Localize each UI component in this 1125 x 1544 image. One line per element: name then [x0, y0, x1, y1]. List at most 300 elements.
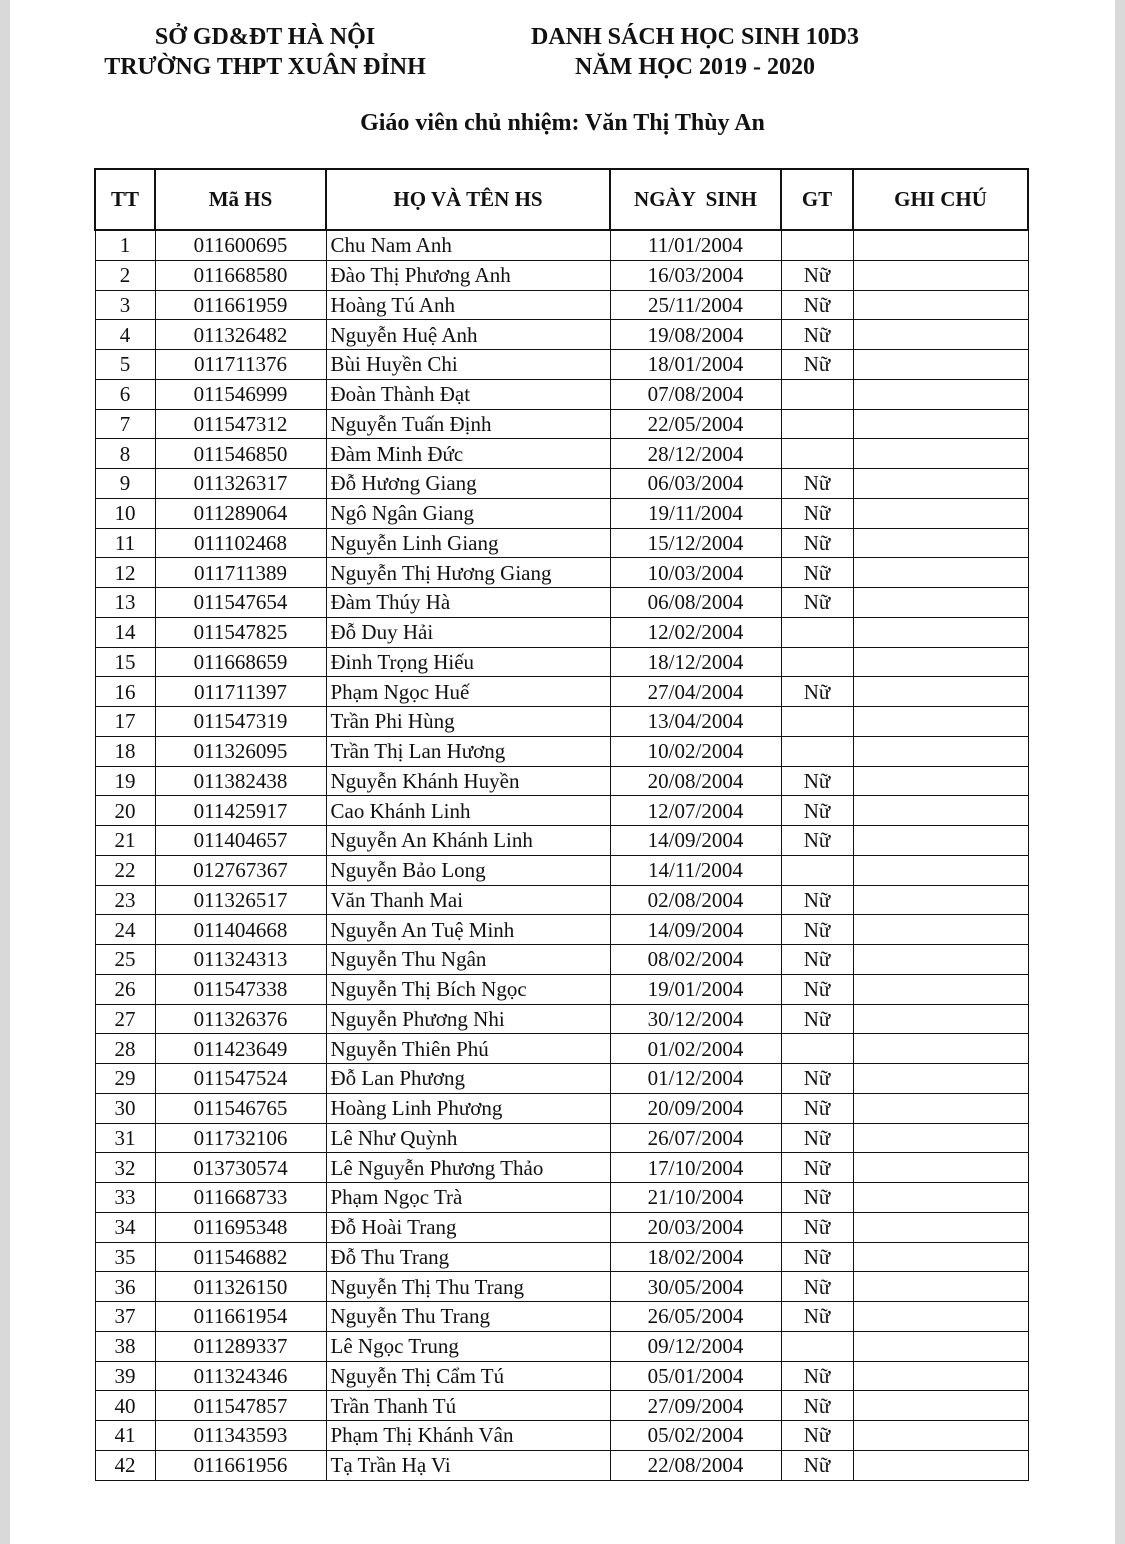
student-id: 011343593 [155, 1421, 326, 1451]
notes [853, 1212, 1028, 1242]
student-id: 011102468 [155, 528, 326, 558]
birth-date: 07/08/2004 [610, 379, 781, 409]
student-id: 011326317 [155, 469, 326, 499]
student-id: 011547319 [155, 707, 326, 737]
gender: Nữ [781, 558, 853, 588]
row-number: 15 [95, 647, 155, 677]
notes [853, 1123, 1028, 1153]
gender: Nữ [781, 974, 853, 1004]
birth-date: 13/04/2004 [610, 707, 781, 737]
student-name: Đỗ Hương Giang [326, 469, 610, 499]
gender: Nữ [781, 350, 853, 380]
birth-date: 19/08/2004 [610, 320, 781, 350]
row-number: 34 [95, 1212, 155, 1242]
student-name: Nguyễn Tuấn Định [326, 409, 610, 439]
table-row [95, 1391, 1028, 1421]
row-number: 1 [95, 230, 155, 260]
student-id: 011546999 [155, 379, 326, 409]
row-number: 39 [95, 1361, 155, 1391]
row-number: 9 [95, 469, 155, 499]
table-row [95, 1064, 1028, 1094]
notes [853, 588, 1028, 618]
gender [781, 707, 853, 737]
student-id: 011326376 [155, 1004, 326, 1034]
row-number: 41 [95, 1421, 155, 1451]
birth-date: 18/02/2004 [610, 1242, 781, 1272]
student-table [94, 168, 1029, 1481]
table-row [95, 617, 1028, 647]
birth-date: 01/12/2004 [610, 1064, 781, 1094]
notes [853, 409, 1028, 439]
gender: Nữ [781, 677, 853, 707]
notes [853, 1421, 1028, 1451]
birth-date: 12/07/2004 [610, 796, 781, 826]
col-header-birth-date: NGÀY SINH [610, 169, 781, 230]
birth-date: 19/01/2004 [610, 974, 781, 1004]
notes [853, 677, 1028, 707]
col-header-student-id: Mã HS [155, 169, 326, 230]
notes [853, 558, 1028, 588]
student-name: Nguyễn Huệ Anh [326, 320, 610, 350]
student-name: Nguyễn Thị Bích Ngọc [326, 974, 610, 1004]
row-number: 4 [95, 320, 155, 350]
gender: Nữ [781, 1391, 853, 1421]
gender [781, 439, 853, 469]
gender: Nữ [781, 1064, 853, 1094]
student-name: Ngô Ngân Giang [326, 498, 610, 528]
birth-date: 30/12/2004 [610, 1004, 781, 1034]
birth-date: 26/05/2004 [610, 1302, 781, 1332]
notes [853, 1153, 1028, 1183]
student-name: Chu Nam Anh [326, 230, 610, 260]
birth-date: 19/11/2004 [610, 498, 781, 528]
student-id: 011326095 [155, 736, 326, 766]
student-name: Nguyễn Linh Giang [326, 528, 610, 558]
gender: Nữ [781, 1183, 853, 1213]
birth-date: 06/03/2004 [610, 469, 781, 499]
table-row [95, 230, 1028, 260]
notes [853, 320, 1028, 350]
birth-date: 14/09/2004 [610, 826, 781, 856]
row-number: 14 [95, 617, 155, 647]
student-name: Cao Khánh Linh [326, 796, 610, 826]
row-number: 5 [95, 350, 155, 380]
notes [853, 230, 1028, 260]
notes [853, 1242, 1028, 1272]
birth-date: 14/11/2004 [610, 855, 781, 885]
student-name: Hoàng Tú Anh [326, 290, 610, 320]
student-id: 013730574 [155, 1153, 326, 1183]
notes [853, 439, 1028, 469]
student-id: 011404657 [155, 826, 326, 856]
birth-date: 10/02/2004 [610, 736, 781, 766]
student-name: Nguyễn Thu Ngân [326, 945, 610, 975]
table-row [95, 945, 1028, 975]
student-id: 011547524 [155, 1064, 326, 1094]
row-number: 16 [95, 677, 155, 707]
student-id: 011661956 [155, 1450, 326, 1480]
student-name: Nguyễn Bảo Long [326, 855, 610, 885]
notes [853, 1183, 1028, 1213]
notes [853, 1093, 1028, 1123]
student-id: 011600695 [155, 230, 326, 260]
birth-date: 05/01/2004 [610, 1361, 781, 1391]
table-row [95, 379, 1028, 409]
student-name: Đỗ Hoài Trang [326, 1212, 610, 1242]
student-id: 011289064 [155, 498, 326, 528]
row-number: 17 [95, 707, 155, 737]
gender: Nữ [781, 1123, 853, 1153]
row-number: 2 [95, 260, 155, 290]
row-number: 26 [95, 974, 155, 1004]
student-name: Lê Nguyễn Phương Thảo [326, 1153, 610, 1183]
row-number: 28 [95, 1034, 155, 1064]
birth-date: 02/08/2004 [610, 885, 781, 915]
table-row [95, 558, 1028, 588]
table-row [95, 915, 1028, 945]
student-name: Lê Ngọc Trung [326, 1331, 610, 1361]
birth-date: 14/09/2004 [610, 915, 781, 945]
row-number: 31 [95, 1123, 155, 1153]
gender: Nữ [781, 1153, 853, 1183]
table-row [95, 1331, 1028, 1361]
student-id: 011382438 [155, 766, 326, 796]
gender: Nữ [781, 1421, 853, 1451]
gender: Nữ [781, 498, 853, 528]
notes [853, 1004, 1028, 1034]
student-name: Đào Thị Phương Anh [326, 260, 610, 290]
table-row [95, 1450, 1028, 1480]
gender: Nữ [781, 826, 853, 856]
birth-date: 22/05/2004 [610, 409, 781, 439]
homeroom-teacher: Giáo viên chủ nhiệm: Văn Thị Thùy An [360, 110, 765, 136]
gender [781, 736, 853, 766]
table-row [95, 974, 1028, 1004]
document-title: DANH SÁCH HỌC SINH 10D3 [530, 24, 860, 50]
student-name: Lê Như Quỳnh [326, 1123, 610, 1153]
gender [781, 1034, 853, 1064]
student-id: 011546765 [155, 1093, 326, 1123]
birth-date: 10/03/2004 [610, 558, 781, 588]
row-number: 36 [95, 1272, 155, 1302]
table-row [95, 1272, 1028, 1302]
notes [853, 1064, 1028, 1094]
gender: Nữ [781, 945, 853, 975]
notes [853, 707, 1028, 737]
student-id: 011732106 [155, 1123, 326, 1153]
row-number: 21 [95, 826, 155, 856]
gender [781, 617, 853, 647]
table-row [95, 350, 1028, 380]
student-name: Trần Thị Lan Hương [326, 736, 610, 766]
row-number: 35 [95, 1242, 155, 1272]
table-row [95, 1212, 1028, 1242]
gender: Nữ [781, 1302, 853, 1332]
school-year: NĂM HỌC 2019 - 2020 [575, 54, 815, 80]
student-name: Nguyễn Thu Trang [326, 1302, 610, 1332]
birth-date: 28/12/2004 [610, 439, 781, 469]
student-id: 011404668 [155, 915, 326, 945]
notes [853, 379, 1028, 409]
col-header-tt: TT [95, 169, 155, 230]
student-name: Đàm Minh Đức [326, 439, 610, 469]
student-name: Đỗ Thu Trang [326, 1242, 610, 1272]
student-id: 011711397 [155, 677, 326, 707]
birth-date: 15/12/2004 [610, 528, 781, 558]
table-row [95, 736, 1028, 766]
notes [853, 528, 1028, 558]
title-block [480, 22, 910, 82]
table-row [95, 320, 1028, 350]
table-row [95, 409, 1028, 439]
row-number: 8 [95, 439, 155, 469]
department-name: SỞ GD&ĐT HÀ NỘI [154, 24, 376, 50]
gender: Nữ [781, 588, 853, 618]
notes [853, 260, 1028, 290]
student-id: 011711389 [155, 558, 326, 588]
student-name: Trần Thanh Tú [326, 1391, 610, 1421]
gender: Nữ [781, 469, 853, 499]
row-number: 12 [95, 558, 155, 588]
birth-date: 18/12/2004 [610, 647, 781, 677]
table-row [95, 855, 1028, 885]
student-id: 011326517 [155, 885, 326, 915]
student-name: Nguyễn Thiên Phú [326, 1034, 610, 1064]
notes [853, 1450, 1028, 1480]
notes [853, 1272, 1028, 1302]
gender: Nữ [781, 1361, 853, 1391]
student-name: Trần Phi Hùng [326, 707, 610, 737]
student-name: Nguyễn Phương Nhi [326, 1004, 610, 1034]
student-name: Nguyễn An Khánh Linh [326, 826, 610, 856]
row-number: 10 [95, 498, 155, 528]
gender [781, 855, 853, 885]
student-name: Đoàn Thành Đạt [326, 379, 610, 409]
student-id: 011668580 [155, 260, 326, 290]
table-row [95, 1302, 1028, 1332]
student-name: Bùi Huyền Chi [326, 350, 610, 380]
student-name: Nguyễn An Tuệ Minh [326, 915, 610, 945]
table-row [95, 1093, 1028, 1123]
row-number: 18 [95, 736, 155, 766]
student-name: Nguyễn Thị Thu Trang [326, 1272, 610, 1302]
table-row [95, 439, 1028, 469]
row-number: 33 [95, 1183, 155, 1213]
gender: Nữ [781, 796, 853, 826]
birth-date: 27/04/2004 [610, 677, 781, 707]
row-number: 3 [95, 290, 155, 320]
birth-date: 17/10/2004 [610, 1153, 781, 1183]
birth-date: 11/01/2004 [610, 230, 781, 260]
student-name: Phạm Ngọc Trà [326, 1183, 610, 1213]
table-row [95, 1034, 1028, 1064]
student-name: Đỗ Duy Hải [326, 617, 610, 647]
table-row [95, 260, 1028, 290]
notes [853, 885, 1028, 915]
birth-date: 26/07/2004 [610, 1123, 781, 1153]
table-row [95, 766, 1028, 796]
student-name: Hoàng Linh Phương [326, 1093, 610, 1123]
notes [853, 855, 1028, 885]
notes [853, 617, 1028, 647]
student-id: 011695348 [155, 1212, 326, 1242]
school-name: TRƯỜNG THPT XUÂN ĐỈNH [104, 54, 426, 80]
notes [853, 647, 1028, 677]
student-id: 011547857 [155, 1391, 326, 1421]
notes [853, 974, 1028, 1004]
student-id: 011289337 [155, 1331, 326, 1361]
gender: Nữ [781, 1004, 853, 1034]
table-row [95, 469, 1028, 499]
student-id: 011324313 [155, 945, 326, 975]
student-id: 011425917 [155, 796, 326, 826]
gender: Nữ [781, 1450, 853, 1480]
notes [853, 736, 1028, 766]
row-number: 29 [95, 1064, 155, 1094]
gender: Nữ [781, 915, 853, 945]
gender: Nữ [781, 1272, 853, 1302]
table-row [95, 1123, 1028, 1153]
birth-date: 09/12/2004 [610, 1331, 781, 1361]
document-page [10, 0, 1115, 1544]
student-id: 011547654 [155, 588, 326, 618]
student-id: 011711376 [155, 350, 326, 380]
row-number: 32 [95, 1153, 155, 1183]
gender [781, 1331, 853, 1361]
row-number: 40 [95, 1391, 155, 1421]
table-row [95, 1361, 1028, 1391]
student-id: 011324346 [155, 1361, 326, 1391]
table-row [95, 647, 1028, 677]
table-row [95, 1242, 1028, 1272]
table-row [95, 1421, 1028, 1451]
student-name: Nguyễn Thị Hương Giang [326, 558, 610, 588]
birth-date: 25/11/2004 [610, 290, 781, 320]
student-id: 011547825 [155, 617, 326, 647]
gender: Nữ [781, 1242, 853, 1272]
gender: Nữ [781, 1212, 853, 1242]
table-row [95, 826, 1028, 856]
gender [781, 230, 853, 260]
student-name: Đinh Trọng Hiếu [326, 647, 610, 677]
notes [853, 1361, 1028, 1391]
notes [853, 1302, 1028, 1332]
birth-date: 18/01/2004 [610, 350, 781, 380]
notes [853, 1391, 1028, 1421]
student-name: Nguyễn Khánh Huyền [326, 766, 610, 796]
notes [853, 290, 1028, 320]
student-name: Phạm Ngọc Huế [326, 677, 610, 707]
student-id: 011326150 [155, 1272, 326, 1302]
gender: Nữ [781, 290, 853, 320]
student-id: 011661959 [155, 290, 326, 320]
birth-date: 21/10/2004 [610, 1183, 781, 1213]
row-number: 11 [95, 528, 155, 558]
table-row [95, 677, 1028, 707]
student-name: Văn Thanh Mai [326, 885, 610, 915]
col-header-notes: GHI CHÚ [853, 169, 1028, 230]
gender: Nữ [781, 528, 853, 558]
row-number: 13 [95, 588, 155, 618]
issuer-block [95, 22, 435, 82]
table-row [95, 528, 1028, 558]
student-name: Đỗ Lan Phương [326, 1064, 610, 1094]
student-id: 011546850 [155, 439, 326, 469]
row-number: 30 [95, 1093, 155, 1123]
student-id: 012767367 [155, 855, 326, 885]
student-name: Nguyễn Thị Cẩm Tú [326, 1361, 610, 1391]
student-name: Phạm Thị Khánh Vân [326, 1421, 610, 1451]
student-name: Đàm Thúy Hà [326, 588, 610, 618]
notes [853, 796, 1028, 826]
gender: Nữ [781, 1093, 853, 1123]
gender: Nữ [781, 260, 853, 290]
gender [781, 409, 853, 439]
birth-date: 06/08/2004 [610, 588, 781, 618]
birth-date: 30/05/2004 [610, 1272, 781, 1302]
table-row [95, 1153, 1028, 1183]
row-number: 6 [95, 379, 155, 409]
student-id: 011668659 [155, 647, 326, 677]
table-row [95, 885, 1028, 915]
table-row [95, 290, 1028, 320]
notes [853, 498, 1028, 528]
birth-date: 20/03/2004 [610, 1212, 781, 1242]
table-header-row [95, 169, 1028, 230]
notes [853, 350, 1028, 380]
row-number: 27 [95, 1004, 155, 1034]
birth-date: 16/03/2004 [610, 260, 781, 290]
gender: Nữ [781, 766, 853, 796]
birth-date: 27/09/2004 [610, 1391, 781, 1421]
birth-date: 05/02/2004 [610, 1421, 781, 1451]
birth-date: 08/02/2004 [610, 945, 781, 975]
birth-date: 12/02/2004 [610, 617, 781, 647]
birth-date: 20/08/2004 [610, 766, 781, 796]
row-number: 38 [95, 1331, 155, 1361]
birth-date: 01/02/2004 [610, 1034, 781, 1064]
row-number: 19 [95, 766, 155, 796]
row-number: 25 [95, 945, 155, 975]
gender [781, 379, 853, 409]
col-header-gender: GT [781, 169, 853, 230]
notes [853, 915, 1028, 945]
notes [853, 826, 1028, 856]
table-row [95, 1183, 1028, 1213]
row-number: 7 [95, 409, 155, 439]
row-number: 22 [95, 855, 155, 885]
table-row [95, 498, 1028, 528]
row-number: 24 [95, 915, 155, 945]
gender: Nữ [781, 320, 853, 350]
student-table-body [95, 230, 1028, 1480]
table-row [95, 707, 1028, 737]
birth-date: 22/08/2004 [610, 1450, 781, 1480]
gender [781, 647, 853, 677]
notes [853, 945, 1028, 975]
student-id: 011547338 [155, 974, 326, 1004]
birth-date: 20/09/2004 [610, 1093, 781, 1123]
student-id: 011546882 [155, 1242, 326, 1272]
table-row [95, 588, 1028, 618]
student-id: 011661954 [155, 1302, 326, 1332]
notes [853, 1331, 1028, 1361]
notes [853, 1034, 1028, 1064]
row-number: 42 [95, 1450, 155, 1480]
student-id: 011668733 [155, 1183, 326, 1213]
gender: Nữ [781, 885, 853, 915]
notes [853, 469, 1028, 499]
